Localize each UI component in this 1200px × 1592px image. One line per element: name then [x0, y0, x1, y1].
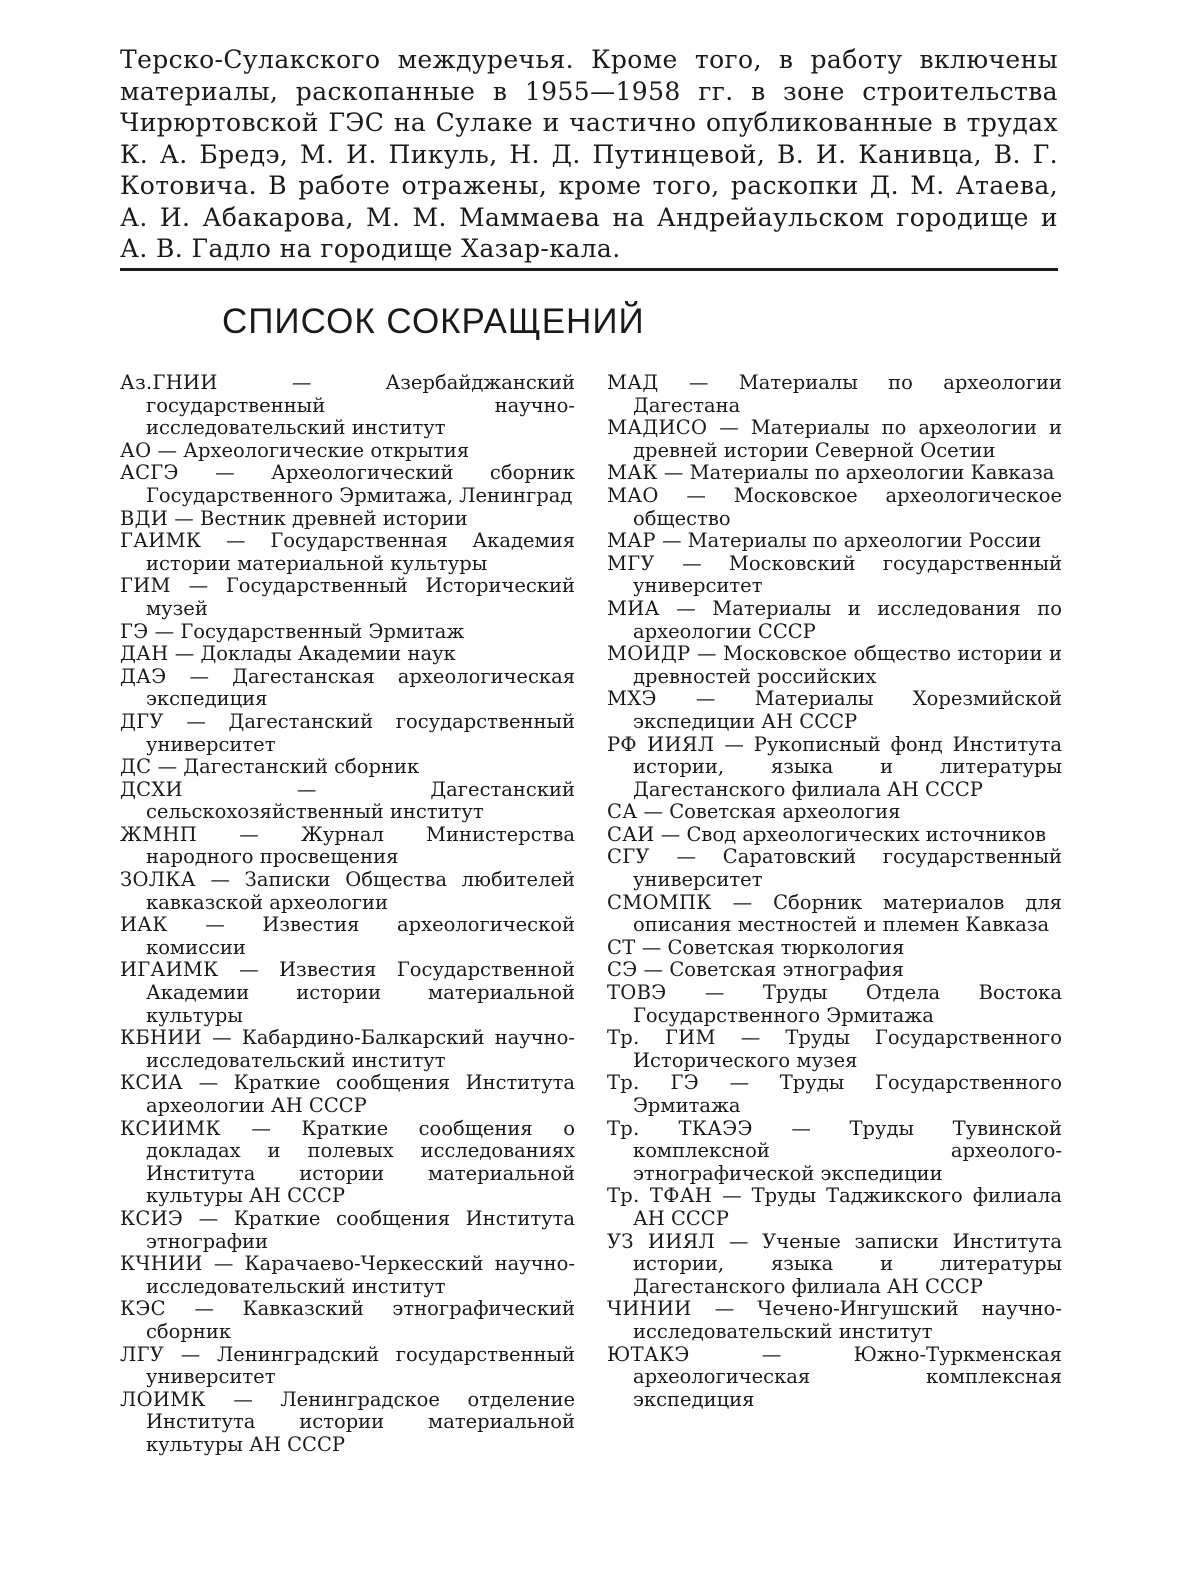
- abbreviation-entry: [120, 1118, 575, 1208]
- em-dash-separator: —: [166, 664, 233, 688]
- abbreviation-entry: [607, 1298, 1062, 1343]
- em-dash-separator: —: [148, 619, 181, 643]
- abbreviation-entry: [120, 1027, 575, 1072]
- abbreviation-definition: Материалы и исследования по археологии СССР: [633, 596, 1062, 643]
- abbreviation-term: ЗОЛКА: [120, 868, 196, 892]
- abbreviation-entry: [607, 937, 1062, 960]
- em-dash-separator: —: [637, 800, 670, 824]
- abbreviation-definition: Дагестанская археологическая экспедиция: [146, 664, 576, 711]
- em-dash-separator: —: [691, 1297, 758, 1321]
- abbreviation-definition: Советская археология: [669, 800, 901, 824]
- em-dash-separator: —: [167, 913, 263, 937]
- abbreviation-definition: Краткие сообщения Института археологии АН СССР: [146, 1071, 575, 1117]
- abbreviation-entry: [607, 982, 1062, 1027]
- abbreviation-entry: [120, 643, 575, 666]
- em-dash-separator: —: [715, 1229, 763, 1253]
- abbreviation-entry: [120, 959, 575, 1027]
- em-dash-separator: —: [658, 483, 734, 507]
- abbreviation-definition: Труды Отдела Востока Государственного Эрмитажа: [633, 981, 1062, 1027]
- abbreviation-term: АСГЭ: [120, 461, 179, 485]
- em-dash-separator: —: [659, 596, 713, 620]
- abbreviation-definition: Азербайджанский государственный научно-исследовательский институт: [146, 371, 575, 440]
- abbreviation-entry: [120, 508, 575, 531]
- abbreviation-term: ИАК: [120, 913, 168, 937]
- abbreviation-definition: Известия Государственной Академии истории материальной культуры: [146, 958, 576, 1027]
- abbreviation-term: МОИДР: [607, 642, 691, 666]
- abbreviations-left-column: [120, 372, 575, 1457]
- em-dash-separator: —: [168, 642, 201, 666]
- abbreviation-definition: Ученые записки Института истории, языка и литературы Дагестанского филиала АН СССР: [633, 1229, 1062, 1298]
- abbreviation-definition: Рукописный фонд Института истории, языка и литературы Дагестанского филиала АН СССР: [633, 732, 1062, 801]
- abbreviation-entry: [607, 688, 1062, 733]
- em-dash-separator: —: [182, 777, 431, 801]
- em-dash-separator: —: [165, 1297, 243, 1321]
- abbreviation-entry: [120, 1208, 575, 1253]
- abbreviation-entry: [607, 734, 1062, 802]
- em-dash-separator: —: [666, 981, 763, 1005]
- em-dash-separator: —: [163, 709, 229, 733]
- abbreviation-entry: [607, 959, 1062, 982]
- em-dash-separator: —: [183, 1071, 234, 1095]
- abbreviation-definition: Свод археологических источников: [686, 822, 1047, 846]
- abbreviation-term: КЧНИИ: [120, 1252, 203, 1276]
- abbreviation-term: МАД: [607, 371, 659, 394]
- abbreviation-term: СМОМПК: [607, 890, 712, 914]
- abbreviation-definition: Карачаево-Черкесский научно-исследовательский институт: [146, 1252, 575, 1298]
- em-dash-separator: —: [183, 1206, 234, 1230]
- em-dash-separator: —: [151, 755, 184, 779]
- abbreviation-term: МИА: [607, 596, 660, 620]
- em-dash-separator: —: [654, 822, 687, 846]
- abbreviation-term: МАК: [607, 461, 658, 485]
- abbreviation-entry: [120, 824, 575, 869]
- em-dash-separator: —: [170, 574, 226, 598]
- abbreviation-entry: [607, 553, 1062, 598]
- abbreviation-definition: Труды Таджикского филиала АН СССР: [633, 1184, 1062, 1230]
- abbreviation-term: Тр. ГЭ: [607, 1071, 699, 1095]
- abbreviation-entry: [120, 914, 575, 959]
- abbreviation-definition: Археологические открытия: [183, 438, 470, 462]
- abbreviation-definition: Записки Общества любителей кавказской археологии: [146, 868, 575, 914]
- abbreviation-term: КСИИМК: [120, 1116, 221, 1140]
- abbreviation-term: ЧИНИИ: [607, 1297, 692, 1321]
- em-dash-separator: —: [698, 1071, 780, 1095]
- abbreviation-entry: [607, 1118, 1062, 1186]
- abbreviation-entry: [120, 869, 575, 914]
- abbreviation-definition: Труды Тувинской комплексной археолого-этнографической экспедиции: [633, 1116, 1062, 1185]
- abbreviation-entry: [607, 530, 1062, 553]
- abbreviation-definition: Дагестанский государственный университет: [146, 709, 575, 756]
- abbreviation-term: ИГАИМК: [120, 958, 219, 982]
- abbreviation-term: КСИЭ: [120, 1206, 184, 1230]
- abbreviation-definition: Журнал Министерства народного просвещения: [146, 822, 576, 869]
- abbreviation-term: МХЭ: [607, 687, 657, 711]
- abbreviation-entry: [120, 1298, 575, 1343]
- abbreviation-entry: [607, 801, 1062, 824]
- abbreviation-term: ЛОИМК: [120, 1387, 206, 1411]
- abbreviations-right-column: [607, 372, 1062, 1411]
- em-dash-separator: —: [202, 1252, 245, 1276]
- em-dash-separator: —: [655, 529, 688, 553]
- abbreviation-definition: Ленинградский государственный университет: [146, 1342, 575, 1389]
- abbreviation-definition: Материалы Хорезмийской экспедиции АН СССР: [633, 687, 1062, 733]
- abbreviation-term: ЮТАКЭ: [607, 1342, 690, 1366]
- abbreviation-definition: Материалы по археологии и древней истории Северной Осетии: [633, 416, 1062, 462]
- abbreviation-term: РФ ИИЯЛ: [607, 732, 715, 756]
- abbreviation-definition: Кавказский этнографический сборник: [146, 1297, 575, 1343]
- abbreviation-entry: [120, 530, 575, 575]
- abbreviation-definition: Кабардино-Балкарский научно-исследовательский институт: [146, 1026, 575, 1072]
- abbreviation-entry: [120, 1253, 575, 1298]
- em-dash-separator: —: [201, 1026, 242, 1050]
- abbreviation-definition: Дагестанский сельскохозяйственный институт: [146, 777, 575, 824]
- abbreviation-term: ДГУ: [120, 709, 164, 733]
- abbreviation-term: ГИМ: [120, 574, 171, 598]
- section-divider: [120, 268, 1058, 271]
- abbreviation-definition: Материалы по археологии России: [687, 529, 1042, 553]
- abbreviation-definition: Московское общество истории и древностей российских: [633, 642, 1062, 688]
- abbreviation-entry: [120, 462, 575, 507]
- abbreviation-term: Аз.ГНИИ: [120, 371, 218, 394]
- abbreviation-definition: Сборник материалов для описания местностей и племен Кавказа: [633, 890, 1062, 937]
- em-dash-separator: —: [690, 642, 723, 666]
- abbreviation-term: КЭС: [120, 1297, 166, 1321]
- abbreviation-term: СА: [607, 800, 638, 824]
- abbreviation-term: Тр. ГИМ: [607, 1026, 716, 1050]
- em-dash-separator: —: [711, 890, 774, 914]
- abbreviation-definition: Московское археологическое общество: [633, 483, 1063, 530]
- abbreviation-definition: Государственная Академия истории материальной культуры: [146, 529, 575, 575]
- em-dash-separator: —: [151, 438, 184, 462]
- abbreviation-definition: Советская этнография: [669, 958, 904, 982]
- em-dash-separator: —: [195, 868, 245, 892]
- em-dash-separator: —: [205, 1387, 281, 1411]
- abbreviation-term: МАР: [607, 529, 656, 553]
- abbreviation-term: УЗ ИИЯЛ: [607, 1229, 716, 1253]
- abbreviation-definition: Известия археологической комиссии: [146, 913, 575, 959]
- em-dash-separator: —: [217, 371, 386, 394]
- abbreviation-entry: [120, 1072, 575, 1117]
- abbreviation-definition: Государственный Эрмитаж: [180, 619, 465, 643]
- abbreviation-term: ДСХИ: [120, 777, 183, 801]
- abbreviation-entry: [120, 779, 575, 824]
- abbreviation-entry: [120, 440, 575, 463]
- intro-paragraph: Терско-Сулакского междуречья. Кроме того, в работу включены материалы, раскопанные в 1955—1958 гг. в зоне строительства Чирюртовской ГЭС на Сулаке и частично опубликованные в трудах К. А. Бредэ, М. И. Пикуль, Н. Д. Путинцевой, В. И. Канивца, В. Г. Котовича. В работе отражены, кроме того, раскопки Д. М. Атаева, А. И. Абакарова, М. М. Маммаева на Андрейаульском городище и А. В. Гадло на городище Хазар-кала.: [120, 45, 1058, 263]
- abbreviation-entry: [607, 462, 1062, 485]
- abbreviation-term: ДАН: [120, 642, 169, 666]
- em-dash-separator: —: [752, 1116, 850, 1140]
- abbreviation-term: ДС: [120, 755, 152, 779]
- abbreviation-term: ВДИ: [120, 506, 169, 530]
- em-dash-separator: —: [168, 506, 200, 530]
- abbreviation-entry: [120, 711, 575, 756]
- abbreviation-definition: Краткие сообщения Института этнографии: [146, 1206, 575, 1253]
- em-dash-separator: —: [201, 529, 271, 553]
- abbreviation-definition: Вестник древней истории: [200, 506, 468, 530]
- em-dash-separator: —: [657, 461, 690, 485]
- abbreviation-entry: [607, 846, 1062, 891]
- abbreviation-definition: Материалы по археологии Дагестана: [633, 371, 1062, 417]
- abbreviation-definition: Советская тюркология: [667, 935, 905, 959]
- abbreviation-definition: Ленинградское отделение Института истории материальной культуры АН СССР: [146, 1387, 575, 1456]
- em-dash-separator: —: [649, 845, 723, 869]
- abbreviation-term: СГУ: [607, 845, 650, 869]
- abbreviation-entry: [120, 621, 575, 644]
- em-dash-separator: —: [715, 1026, 786, 1050]
- em-dash-separator: —: [658, 371, 739, 394]
- abbreviation-definition: Дагестанский сборник: [183, 755, 420, 779]
- em-dash-separator: —: [197, 822, 301, 846]
- abbreviation-definition: Московский государственный университет: [633, 551, 1062, 598]
- abbreviation-term: СТ: [607, 935, 636, 959]
- abbreviation-entry: [607, 1231, 1062, 1299]
- abbreviation-entry: [120, 575, 575, 620]
- abbreviation-definition: Государственный Исторический музей: [146, 574, 575, 620]
- abbreviation-term: ДАЭ: [120, 664, 167, 688]
- em-dash-separator: —: [712, 1184, 752, 1208]
- abbreviation-term: ГЭ: [120, 619, 149, 643]
- abbreviation-entry: [607, 1027, 1062, 1072]
- abbreviation-entry: [607, 643, 1062, 688]
- abbreviation-entry: [607, 485, 1062, 530]
- abbreviation-entry: [120, 372, 575, 440]
- abbreviation-entry: [607, 598, 1062, 643]
- abbreviation-term: КСИА: [120, 1071, 183, 1095]
- abbreviation-term: ГАИМК: [120, 529, 202, 553]
- abbreviation-entry: [607, 1072, 1062, 1117]
- em-dash-separator: —: [178, 461, 272, 485]
- abbreviation-entry: [607, 824, 1062, 847]
- em-dash-separator: —: [689, 1342, 854, 1366]
- abbreviation-term: Тр. ТФАН: [607, 1184, 713, 1208]
- em-dash-separator: —: [654, 551, 729, 575]
- abbreviation-entry: [607, 417, 1062, 462]
- em-dash-separator: —: [707, 416, 751, 440]
- em-dash-separator: —: [635, 935, 668, 959]
- em-dash-separator: —: [164, 1342, 217, 1366]
- em-dash-separator: —: [637, 958, 670, 982]
- section-title: СПИСОК СОКРАЩЕНИЙ: [222, 302, 645, 341]
- em-dash-separator: —: [656, 687, 755, 711]
- abbreviation-entry: [120, 1344, 575, 1389]
- abbreviation-definition: Южно-Туркменская археологическая комплексная экспедиция: [633, 1342, 1062, 1411]
- abbreviation-term: ЛГУ: [120, 1342, 165, 1366]
- abbreviation-term: КБНИИ: [120, 1026, 202, 1050]
- abbreviation-entry: [120, 756, 575, 779]
- abbreviation-definition: Труды Государственного Исторического музея: [633, 1026, 1062, 1072]
- abbreviation-definition: Доклады Академии наук: [200, 642, 456, 666]
- abbreviation-definition: Чечено-Ингушский научно-исследовательский институт: [633, 1297, 1062, 1343]
- abbreviation-term: ТОВЭ: [607, 981, 667, 1005]
- abbreviation-definition: Археологический сборник Государственного Эрмитажа, Ленинград: [146, 461, 575, 507]
- abbreviation-term: МГУ: [607, 551, 655, 575]
- abbreviation-entry: [607, 1344, 1062, 1412]
- abbreviation-entry: [607, 1185, 1062, 1230]
- em-dash-separator: —: [218, 958, 280, 982]
- em-dash-separator: —: [714, 732, 754, 756]
- abbreviation-definition: Саратовский государственный университет: [633, 845, 1062, 892]
- em-dash-separator: —: [220, 1116, 302, 1140]
- abbreviation-term: МАДИСО: [607, 416, 708, 440]
- abbreviation-entry: [607, 892, 1062, 937]
- abbreviation-entry: [120, 1389, 575, 1457]
- abbreviation-definition: Материалы по археологии Кавказа: [689, 461, 1055, 485]
- abbreviation-term: СЭ: [607, 958, 638, 982]
- abbreviation-entry: [120, 666, 575, 711]
- abbreviation-term: САИ: [607, 822, 655, 846]
- abbreviation-term: Тр. ТКАЭЭ: [607, 1116, 753, 1140]
- abbreviation-term: МАО: [607, 483, 659, 507]
- abbreviation-entry: [607, 372, 1062, 417]
- abbreviation-definition: Краткие сообщения о докладах и полевых исследованиях Института истории материальной культуры АН СССР: [146, 1116, 575, 1208]
- abbreviation-term: АО: [120, 438, 152, 462]
- abbreviation-definition: Труды Государственного Эрмитажа: [633, 1071, 1062, 1117]
- abbreviation-term: ЖМНП: [120, 822, 198, 846]
